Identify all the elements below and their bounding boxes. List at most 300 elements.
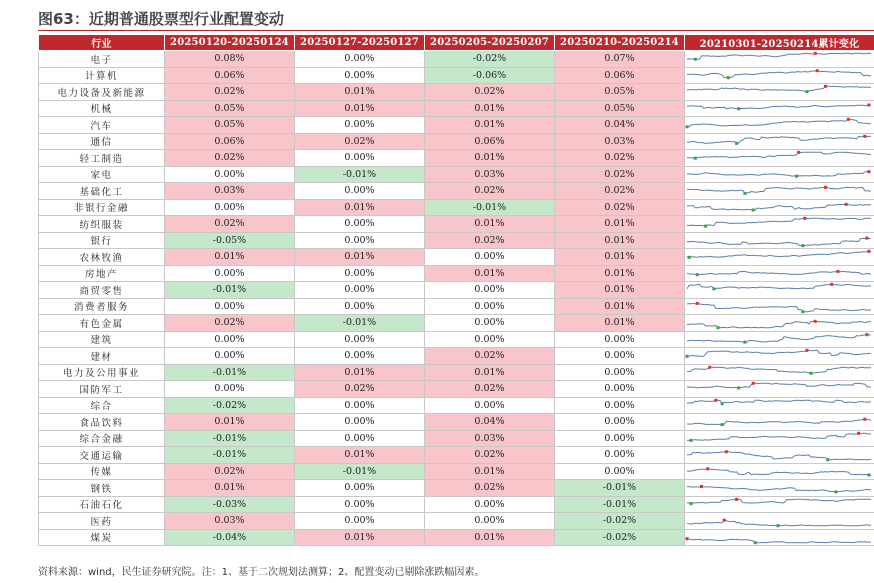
sparkline-low-marker: [686, 355, 689, 358]
sparkline-low-marker: [737, 387, 740, 390]
allocation-change-cell: 0.00%: [295, 496, 425, 513]
sparkline-chart: [685, 513, 873, 528]
sparkline-path: [687, 499, 871, 503]
allocation-change-cell: 0.02%: [295, 133, 425, 150]
header-week-4: 20250210-20250214: [555, 35, 685, 51]
table-row: [39, 430, 874, 447]
allocation-change-cell: -0.02%: [165, 397, 295, 414]
allocation-change-cell: 0.02%: [295, 381, 425, 398]
sparkline-low-marker: [743, 192, 746, 195]
sparkline-low-marker: [704, 225, 707, 228]
table-row: [39, 133, 874, 150]
allocation-change-cell: 0.00%: [425, 298, 555, 315]
sparkline-chart: [685, 68, 873, 83]
allocation-change-cell: 0.02%: [425, 480, 555, 497]
sparkline-high-marker: [723, 519, 726, 522]
allocation-change-cell: 0.02%: [425, 232, 555, 249]
allocation-change-cell: 0.00%: [425, 397, 555, 414]
allocation-change-cell: 0.01%: [425, 150, 555, 167]
table-row: [39, 216, 874, 233]
cumulative-sparkline: [685, 216, 874, 233]
page-title: 图63：近期普通股票型行业配置变动: [38, 10, 284, 28]
allocation-change-cell: -0.01%: [295, 315, 425, 332]
sparkline-low-marker: [834, 491, 837, 494]
allocation-change-cell: 0.01%: [295, 447, 425, 464]
allocation-change-cell: 0.00%: [555, 447, 685, 464]
sparkline-low-marker: [743, 340, 746, 343]
cumulative-sparkline: [685, 430, 874, 447]
table-row: [39, 463, 874, 480]
allocation-change-cell: 0.01%: [555, 298, 685, 315]
allocation-change-cell: 0.01%: [425, 265, 555, 282]
allocation-change-cell: 0.04%: [425, 414, 555, 431]
sparkline-high-marker: [814, 52, 817, 55]
industry-name: 食品饮料: [39, 414, 165, 431]
cumulative-sparkline: [685, 232, 874, 249]
sparkline-path: [687, 334, 871, 341]
allocation-change-cell: 0.01%: [555, 216, 685, 233]
table-row: [39, 414, 874, 431]
allocation-change-cell: 0.01%: [295, 100, 425, 117]
cumulative-sparkline: [685, 117, 874, 134]
allocation-change-cell: 0.02%: [555, 183, 685, 200]
allocation-change-cell: 0.00%: [295, 51, 425, 68]
table-row: [39, 381, 874, 398]
cumulative-sparkline: [685, 150, 874, 167]
cumulative-sparkline: [685, 315, 874, 332]
cumulative-sparkline: [685, 298, 874, 315]
sparkline-chart: [685, 464, 873, 479]
sparkline-chart: [685, 365, 873, 380]
allocation-change-cell: 0.01%: [295, 84, 425, 101]
allocation-change-cell: -0.01%: [425, 199, 555, 216]
allocation-change-cell: 0.01%: [425, 117, 555, 134]
sparkline-high-marker: [845, 203, 848, 206]
allocation-change-cell: 0.08%: [165, 51, 295, 68]
allocation-change-cell: 0.06%: [425, 133, 555, 150]
industry-name: 银行: [39, 232, 165, 249]
sparkline-path: [687, 70, 871, 77]
sparkline-path: [687, 433, 871, 440]
title-bar: [38, 8, 874, 31]
allocation-change-cell: 0.05%: [165, 100, 295, 117]
allocation-change-cell: 0.00%: [555, 430, 685, 447]
sparkline-low-marker: [737, 107, 740, 110]
allocation-change-cell: 0.00%: [425, 315, 555, 332]
allocation-change-cell: 0.03%: [555, 133, 685, 150]
table-row: [39, 265, 874, 282]
sparkline-high-marker: [865, 236, 868, 239]
sparkline-low-marker: [717, 326, 720, 329]
sparkline-low-marker: [721, 423, 724, 426]
table-row: [39, 150, 874, 167]
table-row: [39, 331, 874, 348]
sparkline-path: [687, 188, 871, 194]
allocation-change-cell: -0.06%: [425, 67, 555, 84]
table-row: [39, 315, 874, 332]
table-row: [39, 249, 874, 266]
allocation-change-cell: 0.01%: [555, 265, 685, 282]
cumulative-sparkline: [685, 414, 874, 431]
sparkline-chart: [685, 101, 873, 116]
allocation-change-cell: 0.03%: [425, 430, 555, 447]
table-row: [39, 100, 874, 117]
sparkline-path: [687, 54, 871, 60]
table-row: [39, 298, 874, 315]
industry-name: 有色金属: [39, 315, 165, 332]
allocation-change-cell: 0.01%: [425, 463, 555, 480]
sparkline-path: [687, 252, 871, 258]
table-body: [39, 51, 874, 546]
sparkline-chart: [685, 200, 873, 215]
sparkline-high-marker: [700, 485, 703, 488]
allocation-change-cell: 0.01%: [295, 199, 425, 216]
allocation-change-cell: 0.02%: [165, 463, 295, 480]
industry-name: 农林牧渔: [39, 249, 165, 266]
allocation-change-cell: 0.00%: [555, 348, 685, 365]
sparkline-chart: [685, 249, 873, 264]
cumulative-sparkline: [685, 265, 874, 282]
sparkline-chart: [685, 381, 873, 396]
allocation-change-cell: 0.05%: [555, 100, 685, 117]
allocation-change-cell: 0.00%: [165, 199, 295, 216]
allocation-change-cell: 0.02%: [555, 166, 685, 183]
industry-name: 医药: [39, 513, 165, 530]
sparkline-low-marker: [721, 402, 724, 405]
allocation-change-cell: 0.02%: [555, 199, 685, 216]
sparkline-chart: [685, 282, 873, 297]
sparkline-chart: [685, 315, 873, 330]
cumulative-sparkline: [685, 249, 874, 266]
header-cumulative: 20210301-20250214累计变化: [685, 35, 874, 51]
industry-name: 综合金融: [39, 430, 165, 447]
industry-name: 通信: [39, 133, 165, 150]
allocation-change-cell: 0.02%: [425, 447, 555, 464]
sparkline-high-marker: [824, 85, 827, 88]
sparkline-chart: [685, 117, 873, 132]
sparkline-path: [687, 419, 871, 424]
sparkline-high-marker: [708, 366, 711, 369]
cumulative-sparkline: [685, 529, 874, 546]
table-row: [39, 166, 874, 183]
cumulative-sparkline: [685, 282, 874, 299]
allocation-change-cell: -0.01%: [165, 430, 295, 447]
sparkline-high-marker: [805, 349, 808, 352]
industry-name: 计算机: [39, 67, 165, 84]
allocation-change-cell: 0.01%: [295, 249, 425, 266]
sparkline-path: [687, 105, 871, 109]
sparkline-chart: [685, 134, 873, 149]
sparkline-high-marker: [857, 432, 860, 435]
sparkline-path: [687, 153, 871, 159]
allocation-change-cell: 0.03%: [425, 166, 555, 183]
sparkline-low-marker: [810, 372, 813, 375]
allocation-change-cell: 0.02%: [165, 315, 295, 332]
allocation-change-cell: 0.06%: [165, 67, 295, 84]
allocation-change-cell: -0.02%: [555, 529, 685, 546]
allocation-change-cell: 0.00%: [425, 513, 555, 530]
allocation-change-cell: -0.01%: [295, 463, 425, 480]
allocation-change-cell: 0.00%: [555, 414, 685, 431]
sparkline-chart: [685, 398, 873, 413]
allocation-change-cell: 0.02%: [425, 84, 555, 101]
sparkline-high-marker: [830, 283, 833, 286]
sparkline-chart: [685, 84, 873, 99]
cumulative-sparkline: [685, 51, 874, 68]
industry-name: 钢铁: [39, 480, 165, 497]
allocation-change-cell: 0.02%: [425, 348, 555, 365]
cumulative-sparkline: [685, 496, 874, 513]
industry-allocation-table: [38, 34, 874, 546]
industry-name: 消费者服务: [39, 298, 165, 315]
allocation-change-cell: 0.05%: [555, 84, 685, 101]
allocation-change-cell: 0.00%: [165, 381, 295, 398]
sparkline-high-marker: [696, 302, 699, 305]
table-row: [39, 51, 874, 68]
sparkline-chart: [685, 299, 873, 314]
sparkline-chart: [685, 167, 873, 182]
allocation-change-cell: 0.00%: [295, 232, 425, 249]
cumulative-sparkline: [685, 364, 874, 381]
allocation-change-cell: -0.03%: [165, 496, 295, 513]
industry-name: 国防军工: [39, 381, 165, 398]
allocation-change-cell: 0.03%: [165, 513, 295, 530]
allocation-change-cell: 0.01%: [295, 364, 425, 381]
industry-name: 纺织服装: [39, 216, 165, 233]
header-week-3: 20250205-20250207: [425, 35, 555, 51]
allocation-change-cell: 0.00%: [295, 183, 425, 200]
sparkline-low-marker: [686, 126, 689, 129]
sparkline-chart: [685, 414, 873, 429]
industry-name: 电子: [39, 51, 165, 68]
allocation-change-cell: 0.02%: [425, 381, 555, 398]
sparkline-high-marker: [714, 399, 717, 402]
cumulative-sparkline: [685, 397, 874, 414]
sparkline-path: [687, 87, 871, 92]
source-footnote: 资料来源：wind，民生证券研究院。注：1、基于二次规划法测算；2、配置变动已剔除涨跌幅因素。: [38, 567, 485, 578]
allocation-change-cell: 0.00%: [295, 150, 425, 167]
sparkline-path: [687, 136, 871, 143]
sparkline-low-marker: [694, 58, 697, 61]
sparkline-low-marker: [688, 256, 691, 259]
allocation-change-cell: -0.04%: [165, 529, 295, 546]
allocation-change-cell: 0.00%: [425, 249, 555, 266]
sparkline-high-marker: [686, 537, 689, 540]
industry-name: 汽车: [39, 117, 165, 134]
allocation-change-cell: 0.00%: [295, 331, 425, 348]
table-row: [39, 282, 874, 299]
sparkline-low-marker: [805, 90, 808, 93]
sparkline-low-marker: [754, 541, 757, 544]
industry-name: 房地产: [39, 265, 165, 282]
allocation-change-cell: -0.01%: [295, 166, 425, 183]
sparkline-high-marker: [725, 451, 728, 454]
table-row: [39, 117, 874, 134]
sparkline-high-marker: [706, 467, 709, 470]
allocation-change-cell: 0.00%: [295, 117, 425, 134]
sparkline-low-marker: [752, 208, 755, 211]
allocation-change-cell: 0.00%: [295, 348, 425, 365]
sparkline-chart: [685, 332, 873, 347]
sparkline-high-marker: [847, 118, 850, 121]
allocation-change-cell: 0.01%: [295, 529, 425, 546]
cumulative-sparkline: [685, 513, 874, 530]
sparkline-high-marker: [814, 320, 817, 323]
cumulative-sparkline: [685, 199, 874, 216]
allocation-change-cell: 0.00%: [295, 414, 425, 431]
industry-name: 非银行金融: [39, 199, 165, 216]
sparkline-low-marker: [727, 76, 730, 79]
sparkline-low-marker: [801, 310, 804, 313]
sparkline-low-marker: [826, 458, 829, 461]
allocation-change-cell: 0.05%: [165, 117, 295, 134]
allocation-change-cell: 0.01%: [425, 529, 555, 546]
cumulative-sparkline: [685, 100, 874, 117]
allocation-change-cell: 0.07%: [555, 51, 685, 68]
table-header-row: [39, 35, 874, 51]
sparkline-chart: [685, 216, 873, 231]
allocation-change-cell: 0.00%: [165, 265, 295, 282]
industry-name: 传媒: [39, 463, 165, 480]
industry-name: 基础化工: [39, 183, 165, 200]
allocation-change-cell: 0.02%: [425, 183, 555, 200]
allocation-change-cell: 0.00%: [295, 216, 425, 233]
sparkline-low-marker: [777, 524, 780, 527]
sparkline-chart: [685, 233, 873, 248]
table-row: [39, 348, 874, 365]
sparkline-high-marker: [816, 69, 819, 72]
allocation-change-cell: -0.01%: [165, 282, 295, 299]
industry-name: 商贸零售: [39, 282, 165, 299]
allocation-change-cell: 0.02%: [165, 150, 295, 167]
sparkline-high-marker: [836, 270, 839, 273]
table-row: [39, 447, 874, 464]
sparkline-path: [687, 238, 871, 246]
sparkline-path: [687, 219, 871, 227]
sparkline-low-marker: [801, 244, 804, 247]
sparkline-low-marker: [735, 142, 738, 145]
table-row: [39, 513, 874, 530]
sparkline-path: [687, 303, 871, 311]
allocation-change-cell: 0.06%: [555, 67, 685, 84]
sparkline-high-marker: [797, 151, 800, 154]
allocation-change-cell: 0.00%: [295, 513, 425, 530]
allocation-change-cell: -0.02%: [555, 513, 685, 530]
sparkline-path: [687, 351, 871, 357]
allocation-change-cell: 0.01%: [425, 216, 555, 233]
allocation-change-cell: 0.03%: [165, 183, 295, 200]
table-row: [39, 529, 874, 546]
allocation-change-cell: -0.01%: [555, 496, 685, 513]
sparkline-path: [687, 204, 871, 210]
sparkline-path: [687, 469, 871, 475]
sparkline-path: [687, 384, 871, 389]
cumulative-sparkline: [685, 463, 874, 480]
sparkline-high-marker: [863, 418, 866, 421]
sparkline-chart: [685, 431, 873, 446]
industry-name: 电力设备及新能源: [39, 84, 165, 101]
sparkline-high-marker: [752, 382, 755, 385]
industry-name: 建筑: [39, 331, 165, 348]
table-row: [39, 480, 874, 497]
allocation-change-cell: 0.04%: [555, 117, 685, 134]
cumulative-sparkline: [685, 133, 874, 150]
cumulative-sparkline: [685, 67, 874, 84]
sparkline-high-marker: [803, 217, 806, 220]
table-row: [39, 364, 874, 381]
sparkline-path: [687, 367, 871, 373]
allocation-change-cell: 0.01%: [165, 249, 295, 266]
cumulative-sparkline: [685, 381, 874, 398]
allocation-change-cell: 0.00%: [295, 282, 425, 299]
industry-name: 家电: [39, 166, 165, 183]
allocation-change-cell: -0.01%: [165, 364, 295, 381]
industry-name: 电力及公用事业: [39, 364, 165, 381]
sparkline-chart: [685, 497, 873, 512]
cumulative-sparkline: [685, 166, 874, 183]
table-row: [39, 199, 874, 216]
sparkline-low-marker: [696, 273, 699, 276]
allocation-change-cell: 0.00%: [295, 298, 425, 315]
allocation-change-cell: 0.00%: [165, 348, 295, 365]
industry-name: 轻工制造: [39, 150, 165, 167]
sparkline-chart: [685, 480, 873, 495]
allocation-change-cell: 0.00%: [295, 480, 425, 497]
sparkline-high-marker: [867, 170, 870, 173]
sparkline-chart: [685, 150, 873, 165]
allocation-change-cell: 0.02%: [165, 216, 295, 233]
allocation-change-cell: 0.01%: [555, 232, 685, 249]
sparkline-high-marker: [865, 333, 868, 336]
cumulative-sparkline: [685, 331, 874, 348]
cumulative-sparkline: [685, 183, 874, 200]
cumulative-sparkline: [685, 84, 874, 101]
sparkline-high-marker: [824, 186, 827, 189]
allocation-change-cell: -0.02%: [425, 51, 555, 68]
allocation-change-cell: 0.00%: [165, 331, 295, 348]
sparkline-low-marker: [867, 473, 870, 476]
cumulative-sparkline: [685, 447, 874, 464]
allocation-change-cell: 0.06%: [165, 133, 295, 150]
table-row: [39, 183, 874, 200]
table-row: [39, 496, 874, 513]
sparkline-chart: [685, 348, 873, 363]
allocation-change-cell: 0.01%: [425, 100, 555, 117]
sparkline-chart: [685, 183, 873, 198]
header-industry: 行业: [39, 35, 165, 51]
industry-name: 机械: [39, 100, 165, 117]
allocation-change-cell: 0.01%: [425, 364, 555, 381]
sparkline-path: [687, 322, 871, 328]
cumulative-sparkline: [685, 480, 874, 497]
industry-name: 煤炭: [39, 529, 165, 546]
allocation-change-cell: 0.00%: [295, 67, 425, 84]
allocation-change-cell: 0.00%: [295, 397, 425, 414]
allocation-change-cell: 0.00%: [555, 381, 685, 398]
allocation-change-cell: -0.01%: [165, 447, 295, 464]
sparkline-low-marker: [795, 174, 798, 177]
table-row: [39, 67, 874, 84]
sparkline-chart: [685, 447, 873, 462]
sparkline-chart: [685, 266, 873, 281]
table-row: [39, 232, 874, 249]
industry-name: 建材: [39, 348, 165, 365]
allocation-change-cell: 0.00%: [555, 331, 685, 348]
allocation-change-cell: 0.00%: [295, 430, 425, 447]
industry-name: 石油石化: [39, 496, 165, 513]
table-row: [39, 397, 874, 414]
sparkline-path: [687, 538, 871, 542]
